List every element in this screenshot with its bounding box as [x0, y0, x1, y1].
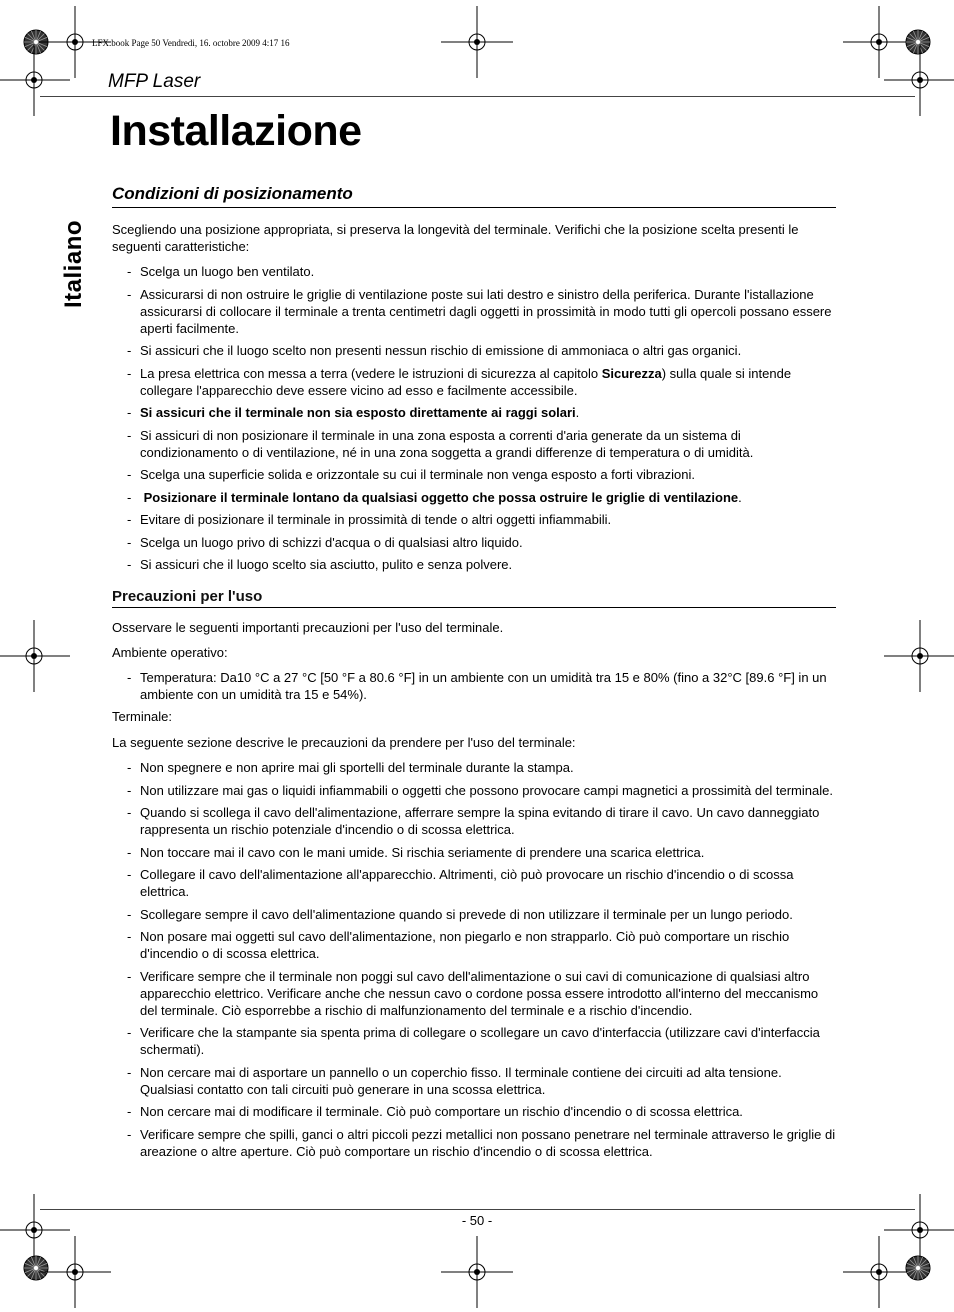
registration-rosette [906, 30, 930, 54]
list-item: - Si assicuri di non posizionare il terminale in una zona esposta a correnti d'aria generate da un sistema di condizionamento o di ventilazione, né in una zona soggetta a grandi differenze di temperatura o di umidità. [112, 427, 838, 461]
header-rule [40, 96, 915, 97]
registration-rosette [906, 1256, 930, 1280]
terminal-intro: La seguente sezione descrive le precauzioni da prendere per l'uso del terminale: [112, 735, 576, 750]
list-item: - Scollegare sempre il cavo dell'alimentazione quando si prevede di non utilizzare il terminale per un lungo periodo. [112, 906, 838, 923]
list-item: - Verificare sempre che spilli, ganci o altri piccoli pezzi metallici non possano penetrare nel terminale attraverso le griglie di areazione o altre aperture. Ciò può comportare un rischio d'incendio o di scossa elettrica. [112, 1126, 838, 1160]
list-item: - Quando si scollega il cavo dell'alimentazione, afferrare sempre la spina evitando di tirare il cavo. Un cavo danneggiato rappresenta un rischio potenziale d'incendio o di scossa elettrica. [112, 804, 838, 838]
list-item: - Non cercare mai di asportare un pannello o un coperchio fisso. Il terminale contiene dei circuiti ad alta tensione. Qualsiasi contatto con tali circuiti può generare in una scossa elettrica. [112, 1064, 838, 1098]
list-item: - Verificare che la stampante sia spenta prima di collegare o scollegare un cavo d'interfaccia (utilizzare cavi d'interfaccia schermati). [112, 1024, 838, 1058]
footer-rule [40, 1209, 915, 1210]
list-item: - Si assicuri che il luogo scelto sia asciutto, pulito e senza polvere. [112, 556, 838, 573]
language-side-tab [56, 208, 102, 308]
list-item: - Scelga un luogo privo di schizzi d'acqua o di qualsiasi altro liquido. [112, 534, 838, 551]
list-item: - Non toccare mai il cavo con le mani umide. Si rischia seriamente di prendere una scarica elettrica. [112, 844, 838, 861]
list-item: - Assicurarsi di non ostruire le griglie di ventilazione poste sui lati destro e sinistro della periferica. Durante l'istallazione assicurarsi di collocare il terminale a trenta centimetri dagli oggetti in prossimità in modo tutti gli opercoli possano essere aperti facilmente. [112, 286, 838, 337]
registration-crosshair [0, 620, 70, 692]
section-heading-positioning: Condizioni di posizionamento [112, 184, 836, 208]
list-item: - Temperatura: Da10 °C a 27 °C [50 °F a 80.6 °F] in un ambiente con un umidità tra 15 e 80% (fino a 32°C [89.6 °F] in un ambiente con un umidità tra 15 e 54%). [112, 669, 838, 703]
list-item: - Evitare di posizionare il terminale in prossimità di tende o altri oggetti infiammabili. [112, 511, 838, 528]
list-item: - Collegare il cavo dell'alimentazione all'apparecchio. Altrimenti, ciò può provocare un rischio d'incendio o di scossa elettrica. [112, 866, 838, 900]
registration-crosshair [39, 1236, 111, 1308]
list-item: - Verificare sempre che il terminale non poggi sul cavo dell'alimentazione o sui cavi di comunicazione di qualsiasi altro apparecchio elettrico. Verificare anche che nessun cavo o cordone possa essere introdotto all'interno del meccanismo del terminale. Ciò esporrebbe a rischio di malfunzionamento del terminale e a rischio d'incendio. [112, 968, 838, 1019]
registration-crosshair [884, 1194, 954, 1266]
list-item-bold-text: Posizionare il terminale lontano da qualsiasi oggetto che possa ostruire le griglie di ventilazione [143, 489, 739, 505]
registration-crosshair [0, 1194, 70, 1266]
safety-chapter-ref: Sicurezza [601, 365, 662, 381]
registration-crosshair [441, 1236, 513, 1308]
registration-crosshair [441, 6, 513, 78]
environment-list [112, 669, 838, 709]
list-item: - Scelga una superficie solida e orizzontale su cui il terminale non venga esposto a forti vibrazioni. [112, 466, 838, 483]
print-slug: LFX.book Page 50 Vendredi, 16. octobre 2009 4:17 16 [92, 38, 290, 48]
list-item-text: ) sulla quale si intende collegare l'apparecchio deve essere vicino ad esso e facilmente accessibile. [140, 365, 792, 398]
section-heading-precautions: Precauzioni per l'uso [112, 588, 836, 608]
list-item: - Si assicuri che il terminale non sia esposto direttamente ai raggi solari. [112, 404, 838, 421]
terminal-label: Terminale: [112, 709, 172, 724]
page-title: Installazione [110, 107, 362, 155]
list-item [112, 365, 838, 399]
list-item: - Posizionare il terminale lontano da qualsiasi oggetto che possa ostruire le griglie di ventilazione. [112, 489, 838, 506]
registration-crosshair [843, 6, 915, 78]
registration-crosshair [884, 620, 954, 692]
list-item: - Non spegnere e non aprire mai gli sportelli del terminale durante la stampa. [112, 759, 838, 776]
registration-rosette [24, 1256, 48, 1280]
page-number: - 50 - [461, 1213, 493, 1228]
list-item: - Si assicuri che il luogo scelto non presenti nessun rischio di emissione di ammoniaca o altri gas organici. [112, 342, 838, 359]
list-item: - Non posare mai oggetti sul cavo dell'alimentazione, non piegarlo e non strapparlo. Ciò può comportare un rischio d'incendio o di scossa elettrica. [112, 928, 838, 962]
positioning-intro: Scegliendo una posizione appropriata, si preserva la longevità del terminale. Verifichi che la posizione scelta presenti le seguenti caratteristiche: [112, 222, 799, 254]
list-item: - Scelga un luogo ben ventilato. [112, 263, 838, 280]
terminal-precautions-list [112, 759, 838, 1165]
list-item-text: La presa elettrica con messa a terra (vedere le istruzioni di sicurezza al capitolo [140, 365, 602, 381]
registration-crosshair [0, 44, 70, 116]
registration-crosshair [884, 44, 954, 116]
side-tab-label: Italiano [60, 219, 87, 308]
precautions-intro: Osservare le seguenti importanti precauzioni per l'uso del terminale. [112, 620, 504, 635]
running-head: MFP Laser [108, 71, 201, 92]
positioning-list [112, 263, 838, 579]
list-item-bold-text: Si assicuri che il terminale non sia esposto direttamente ai raggi solari [140, 405, 576, 420]
list-item: - Non utilizzare mai gas o liquidi infiammabili o oggetti che possono provocare campi magnetici a prossimità del terminale. [112, 782, 838, 799]
registration-crosshair [843, 1236, 915, 1308]
list-item: - Non cercare mai di modificare il terminale. Ciò può comportare un rischio d'incendio o di scossa elettrica. [112, 1103, 838, 1120]
environment-label: Ambiente operativo: [112, 645, 228, 660]
